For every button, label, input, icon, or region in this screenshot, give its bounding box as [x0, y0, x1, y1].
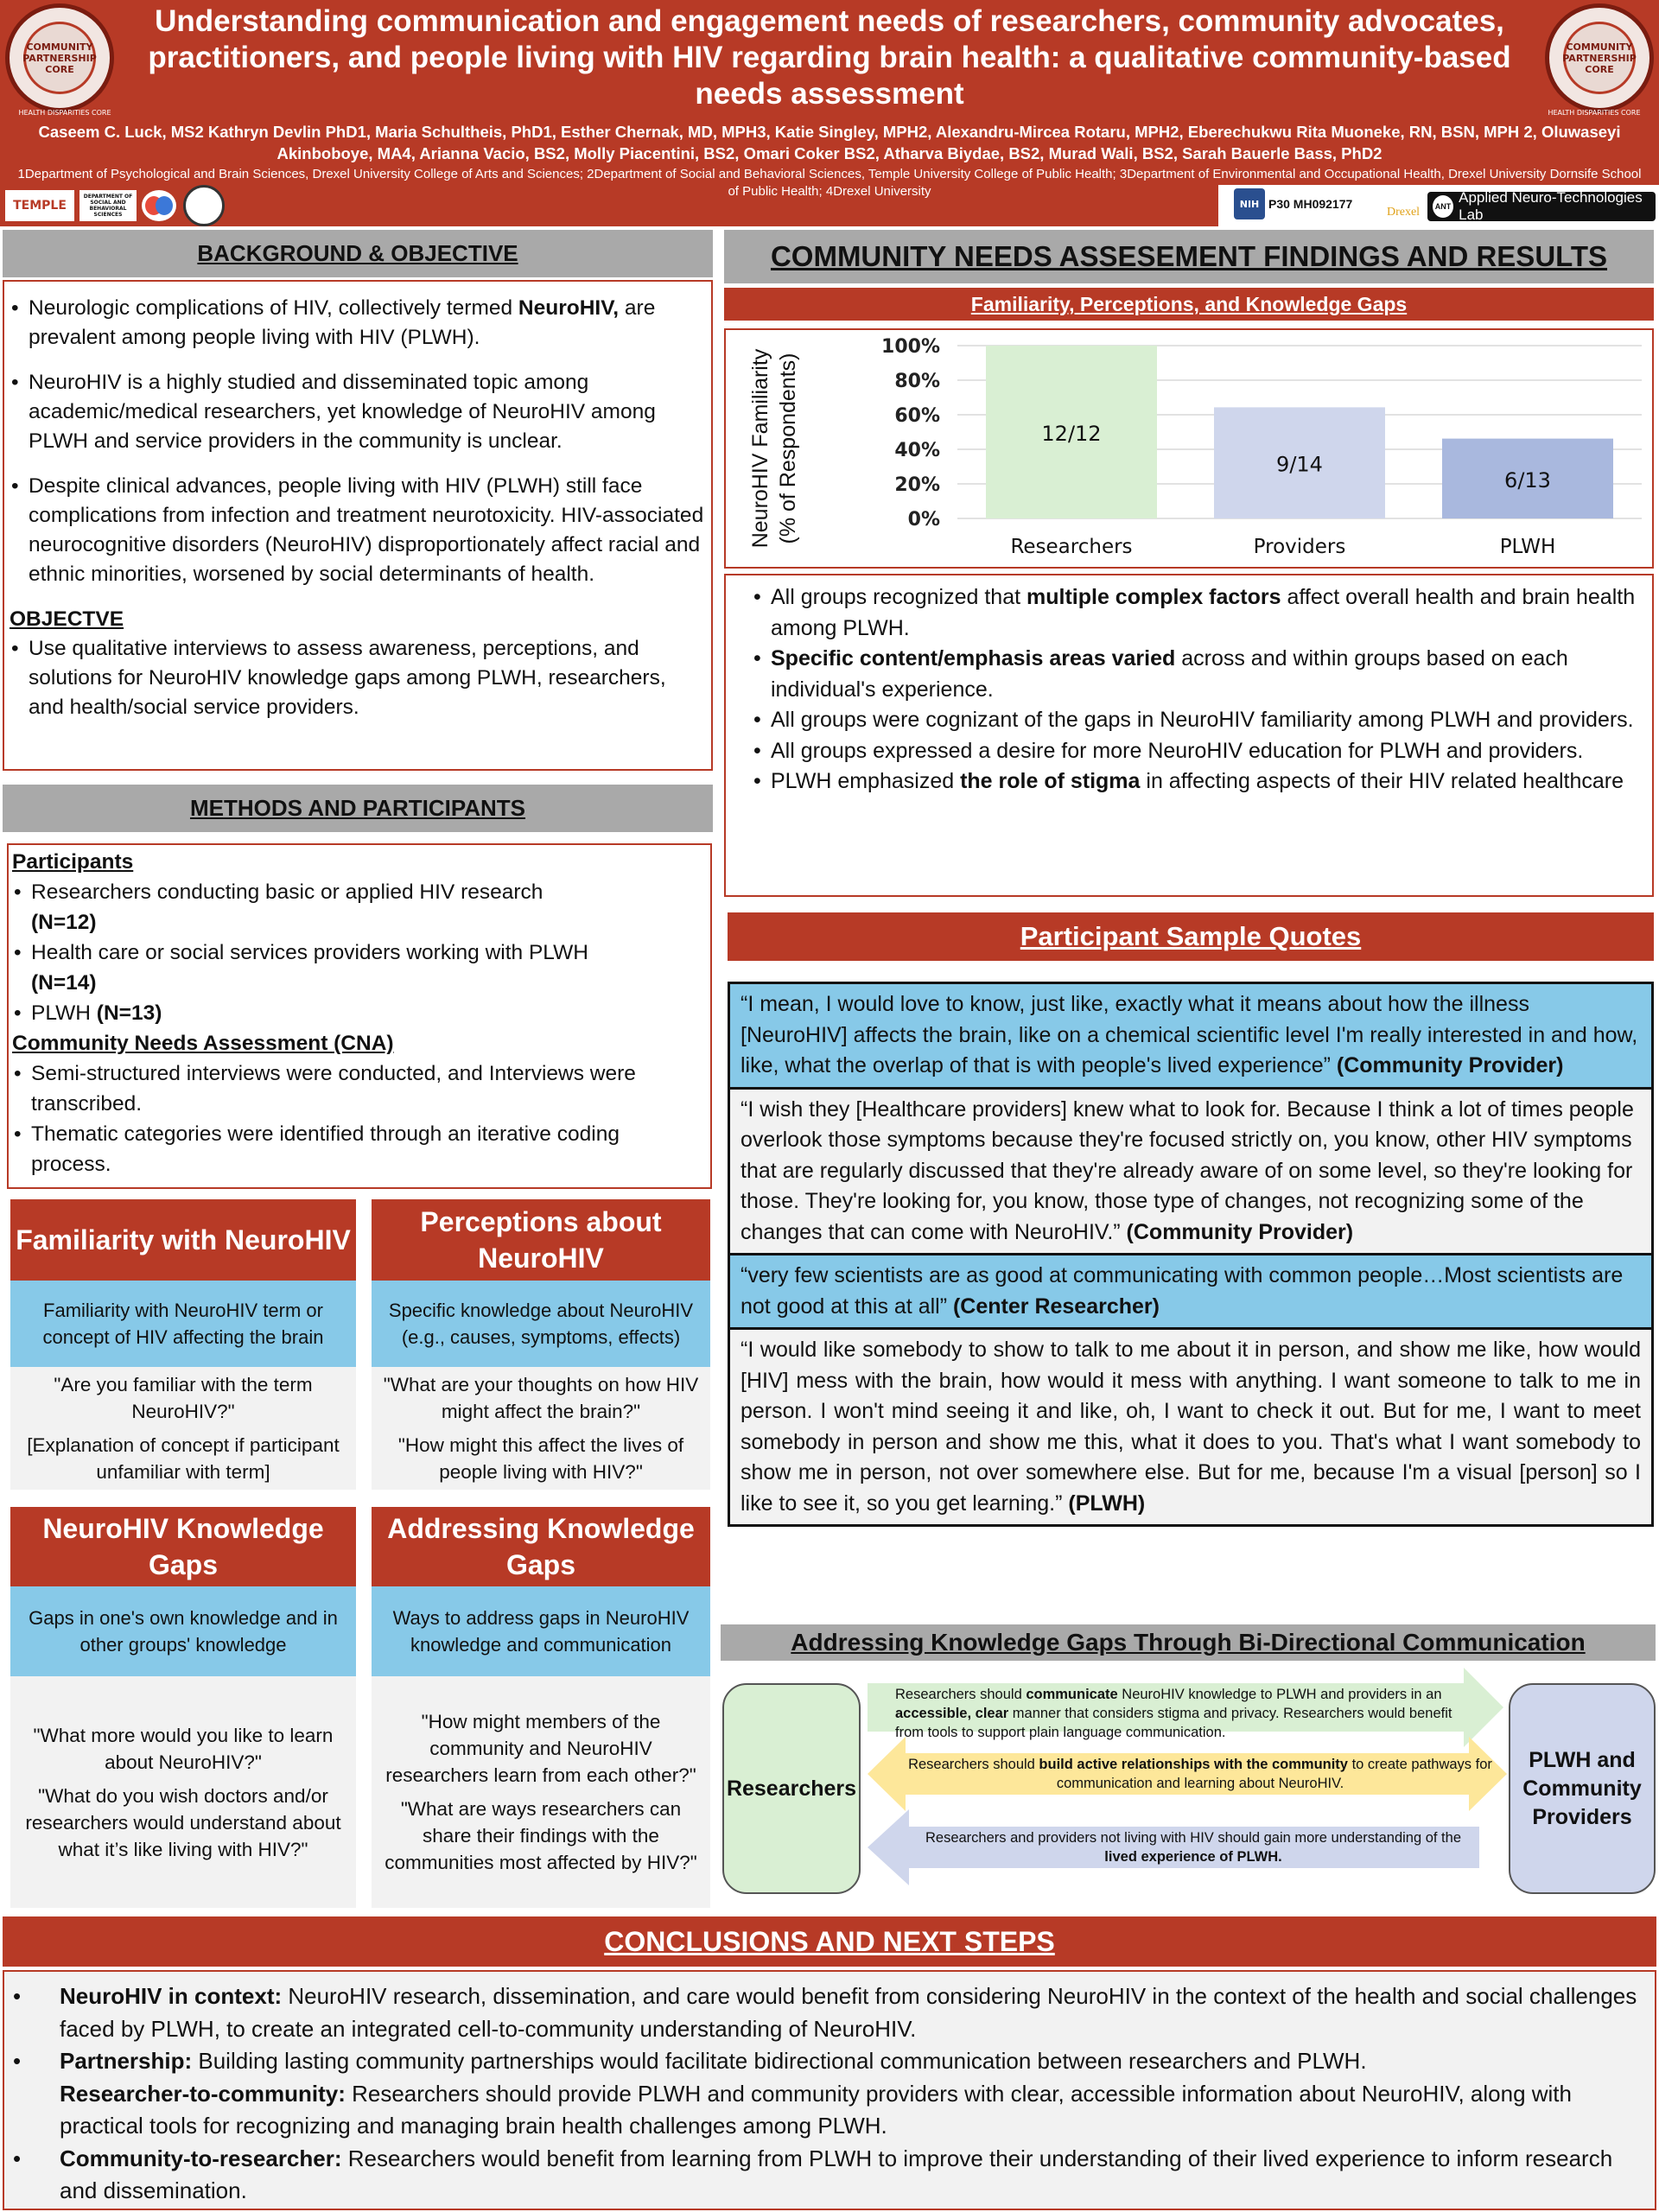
category-title: Addressing Knowledge Gaps [372, 1507, 710, 1586]
poster-title: Understanding communication and engagement needs of researchers, community advocates, practitioners, and people living with HIV regarding brain health: a qualitative community-based needs assessment [148, 4, 1511, 111]
findings-heading: COMMUNITY NEEDS ASSESEMENT FINDINGS AND RESULTS [724, 230, 1654, 283]
author-list: Caseem C. Luck, MS2 Kathryn Devlin PhD1, Maria Schultheis, PhD1, Esther Chernak, MD, MPH3, Katie Singley, MPH2, Alexandru-Mircea Rotaru, MPH2, Eberechukwu Rita Muoneke, RN, BSN, MPH 2, Oluwaseyi Akinboboye, MA4, Arianna Vacio, BS2, Molly Piacentini, BS2, Omari Coker BS2, Atharva Biydae, BS2, Murad Wali, BS2, Sarah Bauerle Bass, PhD2 [38, 123, 1621, 162]
objective-label: OBJECTVE [10, 607, 124, 631]
chart-y-axis-label: NeuroHIV Familiarity [748, 348, 772, 549]
methods-heading: METHODS AND PARTICIPANTS [3, 785, 713, 832]
finding-point: • All groups recognized that multiple complex factors affect overall health and brain health among PLWH. [752, 582, 1640, 644]
participant-group: • Health care or social services providers working with PLWH (N=14) [12, 938, 705, 998]
core-logo-left [5, 3, 114, 112]
participant-group: • PLWH (N=13) [12, 998, 705, 1028]
category-definition: Ways to address gaps in NeuroHIV knowledge and communication [372, 1586, 710, 1676]
quote-community-provider-2: “I wish they [Healthcare providers] knew what to look for. Because I think a lot of times people overlook those symptoms because they're focused strictly on, you know, other HIV symptoms that are regularly discussed that they're already aware of on some level, so they're looking for those. They're looking for, you know, those type of changes, not recognizing some of the changes that can come with NeuroHIV.” (Community Provider) [728, 1090, 1654, 1256]
chart-y-axis-label-sub: (% of Respondents) [776, 353, 800, 544]
category-title: Familiarity with NeuroHIV [10, 1199, 356, 1281]
logo-text: COMMUNITY PARTNERSHIP CORE [23, 22, 96, 94]
conclusion-point: • Partnership: Building lasting community partnerships would facilitate bidirectional communication between researchers and PLWH. Researcher-to-community: Researchers should provide PLWH and community providers with clear, accessible information about NeuroHIV, along with practical tools for recognizing and managing brain health challenges among PLWH. [11, 2045, 1637, 2143]
background-point: • Neurologic complications of HIV, collectively termed NeuroHIV, are prevalent among people living with HIV (PLWH). [10, 294, 706, 353]
researchers-node: Researchers [722, 1683, 861, 1894]
drexel-text: Drexel [1386, 206, 1421, 219]
category-question: "How might this affect the lives of people living with HIV?" [397, 1434, 684, 1483]
logo-text: COMMUNITY PARTNERSHIP CORE [1563, 22, 1636, 94]
quotes-heading: Participant Sample Quotes [728, 912, 1654, 961]
category-question: "Are you familiar with the term NeuroHIV?" [54, 1374, 313, 1422]
chart-y-tick-label: 20% [894, 474, 940, 496]
familiarity-chart-svg [726, 330, 1652, 567]
arrow-text-lived-experience: Researchers and providers not living with HIV should gain more understanding of the lived experience of PLWH. [925, 1830, 1461, 1865]
finding-point: • PLWH emphasized the role of stigma in affecting aspects of their HIV related healthcare [752, 766, 1640, 798]
quote-plwh: “I would like somebody to show to talk to me about it in person, and show me like, how would [HIV] mess with the brain, how would it mess with anything. I want someone to talk to me in person. I won't mind seeing it and like, oh, I want to check it out. But for me, I want to meet somebody in person and show me this, what it does to you. That's what I want somebody to show me in person, not over somewhere else. But for me, because I'm a visual [person] so I like to see it, so you get learning.” (PLWH) [728, 1330, 1654, 1527]
quote-community-provider: “I mean, I would love to know, just like, exactly what it means about how the illness [NeuroHIV] affects the brain, like on a chemical scientific level I'm really interested in and how, like, what the overlap of that is with people's lived experience” (Community Provider) [728, 982, 1654, 1090]
poster-header [0, 0, 1659, 226]
conclusion-point: • Community-to-researcher: Researchers would benefit from learning from PLWH to improve their understanding of their lived experience to inform research and dissemination. [11, 2143, 1637, 2208]
category-question: "What are ways researchers can share their findings with the communities most affected by HIV?" [385, 1798, 697, 1873]
category-question: "What are your thoughts on how HIV might affect the brain?" [383, 1374, 699, 1422]
category-question: "What more would you like to learn about NeuroHIV?" [33, 1724, 334, 1773]
cna-point: • Semi-structured interviews were conducted, and Interviews were transcribed. [12, 1058, 705, 1119]
familiarity-chart [724, 328, 1654, 569]
category-knowledge-gaps [10, 1507, 356, 1908]
affiliations: 1Department of Psychological and Brain Sciences, Drexel University College of Arts and Sciences; 2Department of Social and Behavioral Sciences, Temple University College of Public Health; 3Department of Environmental and Occupational Health, Drexel University Dornsife School of Public Health; 4Drexel University [17, 167, 1642, 199]
chart-x-tick-label: PLWH [1499, 536, 1556, 558]
category-question: [Explanation of concept if participant unfamiliar with term] [27, 1434, 340, 1483]
conclusions-heading: CONCLUSIONS AND NEXT STEPS [3, 1916, 1656, 1967]
chart-y-tick-label: 80% [894, 371, 940, 392]
finding-point: • All groups were cognizant of the gaps in NeuroHIV familiarity among PLWH and providers. [752, 705, 1640, 736]
temple-logo: TEMPLE [5, 190, 74, 221]
category-questions [10, 1676, 356, 1908]
lab-logo [1427, 189, 1656, 223]
conclusion-point: • NeuroHIV in context: NeuroHIV research, dissemination, and care would benefit from considering NeuroHIV in the context of the health and social challenges faced by PLWH, to create an integrated cell-to-community understanding of NeuroHIV. [11, 1980, 1637, 2045]
chart-y-tick-label: 40% [894, 440, 940, 461]
chart-data-label: 9/14 [1276, 452, 1323, 477]
category-title: Perceptions about NeuroHIV [372, 1199, 710, 1281]
background-point: • Despite clinical advances, people living with HIV (PLWH) still face complications from infection and treatment neurotoxicity. HIV-associated neurocognitive disorders (NeuroHIV) disproportionately affect racial and ethnic minorities, worsened by social determinants of health. [10, 472, 706, 589]
participants-label: Participants [12, 850, 134, 874]
drexel-logo [1382, 187, 1424, 223]
conclusions-panel [3, 1970, 1656, 2210]
category-questions [372, 1367, 710, 1490]
quote-center-researcher: “very few scientists are as good at communicating with common people…Most scientists are not good at this at all” (Center Researcher) [728, 1255, 1654, 1330]
category-definition: Specific knowledge about NeuroHIV (e.g., causes, symptoms, effects) [372, 1281, 710, 1367]
findings-panel [724, 574, 1654, 897]
grant-number: P30 MH092177 [1268, 197, 1353, 211]
category-question: "What do you wish doctors and/or researchers would understand about what it’s like living with HIV?" [25, 1784, 341, 1860]
chart-x-tick-label: Providers [1253, 536, 1346, 558]
arrow-text-communicate: Researchers should communicate NeuroHIV knowledge to PLWH and providers in an accessible, clear manner that considers stigma and privacy. Researchers would benefit from tools to support plain language communication. [895, 1687, 1452, 1740]
core-logo-right [1545, 3, 1654, 112]
lab-name: Applied Neuro-Technologies Lab [1459, 189, 1643, 223]
brain-logo [142, 190, 176, 221]
findings-subheading: Familiarity, Perceptions, and Knowledge Gaps [724, 288, 1654, 321]
quotes-panel [728, 982, 1654, 1527]
category-questions [10, 1367, 356, 1490]
finding-point: • All groups expressed a desire for more NeuroHIV education for PLWH and providers. [752, 736, 1640, 767]
methods-panel [7, 843, 712, 1189]
category-questions [372, 1676, 710, 1908]
university-seal [183, 185, 225, 226]
category-definition: Familiarity with NeuroHIV term or concept of HIV affecting the brain [10, 1281, 356, 1367]
background-point: • NeuroHIV is a highly studied and disseminated topic among academic/medical researchers, yet knowledge of NeuroHIV among PLWH and service providers in the community is unclear. [10, 368, 706, 456]
chart-x-tick-label: Researchers [1010, 536, 1133, 558]
nih-logo: NIH [1234, 188, 1265, 219]
category-question: "How might members of the community and NeuroHIV researchers learn from each other?" [385, 1711, 696, 1786]
category-perceptions [372, 1199, 710, 1490]
diagram-heading: Addressing Knowledge Gaps Through Bi-Directional Communication [721, 1624, 1656, 1661]
background-heading: BACKGROUND & OBJECTIVE [3, 230, 713, 277]
logo-caption: HEALTH DISPARITIES CORE [1548, 109, 1641, 117]
objective-text: • Use qualitative interviews to assess awareness, perceptions, and solutions for NeuroHIV knowledge gaps among PLWH, researchers, and health/social service providers. [10, 634, 706, 722]
bidirectional-diagram [721, 1668, 1656, 1904]
finding-point: • Specific content/emphasis areas varied across and within groups based on each individual's experience. [752, 644, 1640, 705]
category-addressing-gaps [372, 1507, 710, 1908]
participant-group: • Researchers conducting basic or applied HIV research (N=12) [12, 877, 705, 938]
category-familiarity [10, 1199, 356, 1490]
chart-y-tick-label: 0% [907, 509, 940, 531]
ant-logo-icon: ANT [1433, 195, 1453, 218]
category-title: NeuroHIV Knowledge Gaps [10, 1507, 356, 1586]
chart-data-label: 12/12 [1041, 422, 1102, 446]
department-logo: DEPARTMENT OF SOCIAL AND BEHAVIORAL SCIENCES [79, 190, 137, 221]
logo-caption: HEALTH DISPARITIES CORE [18, 109, 111, 117]
background-panel [3, 280, 713, 771]
chart-y-tick-label: 100% [881, 336, 940, 358]
category-definition: Gaps in one's own knowledge and in other groups' knowledge [10, 1586, 356, 1676]
arrow-text-relationship: Researchers should build active relationships with the community to create pathways for communication and learning about NeuroHIV. [908, 1757, 1492, 1791]
chart-y-tick-label: 60% [894, 405, 940, 427]
cna-point: • Thematic categories were identified through an iterative coding process. [12, 1119, 705, 1179]
chart-data-label: 6/13 [1504, 467, 1551, 493]
plwh-providers-node: PLWH and Community Providers [1509, 1683, 1656, 1894]
cna-label: Community Needs Assessment (CNA) [12, 1032, 394, 1055]
